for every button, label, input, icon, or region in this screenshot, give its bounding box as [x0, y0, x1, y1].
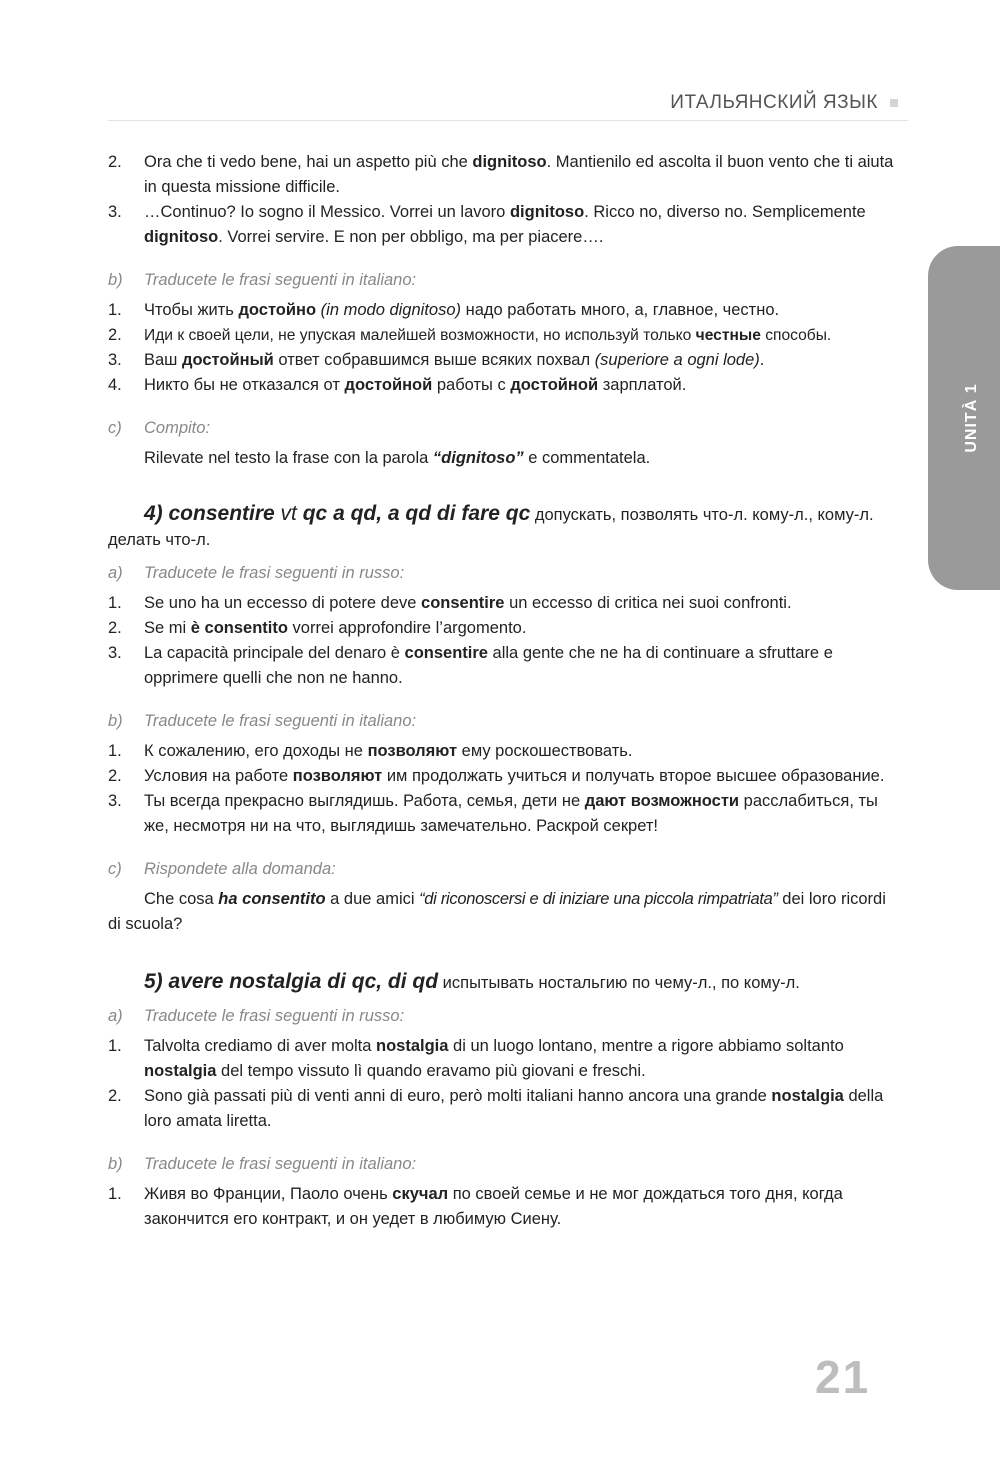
- item-text: Условия на работе: [144, 767, 293, 785]
- list-item: [108, 348, 898, 373]
- item-text: alla gente che ne ha di continuare a sfruttare e opprimere quelli che non ne hanno.: [144, 644, 833, 687]
- item-text: Живя во Франции, Паоло очень: [144, 1185, 393, 1203]
- keyword: достойный: [182, 351, 274, 369]
- item-text: Ваш: [144, 351, 183, 369]
- list-item: [108, 764, 898, 789]
- item-number: 3.: [108, 203, 122, 221]
- keyword: dignitoso: [472, 153, 547, 171]
- list-item: [108, 298, 898, 323]
- item-text: способы.: [760, 327, 832, 344]
- list-item: [108, 323, 898, 348]
- header-title: ИТАЛЬЯНСКИЙ ЯЗЫК: [670, 92, 878, 113]
- item-text: Se mi: [144, 619, 191, 637]
- exercise-letter: b): [108, 712, 123, 730]
- item-text: работы с: [432, 376, 511, 394]
- item-text: К сожалению, его доходы не: [144, 742, 368, 760]
- exercise-letter: c): [108, 860, 122, 878]
- item-text: им продолжать учиться и получать второе высшее образование.: [382, 767, 885, 785]
- item-text: . Ricco no, diverso no. Semplicemente: [584, 203, 866, 221]
- exercise-letter: a): [108, 1007, 123, 1025]
- side-tab-label: UNITÀ 1: [963, 383, 980, 453]
- page-content: [108, 150, 898, 1232]
- item-text: расслабиться, ты же, несмотря ни на что, выглядишь замечательно. Раскрой секрет!: [144, 792, 878, 835]
- item-number: 1.: [108, 301, 122, 319]
- keyword: nostalgia: [376, 1037, 449, 1055]
- keyword: dignitoso: [144, 228, 219, 246]
- list-item: [108, 1034, 898, 1084]
- quote: “di riconoscersi e di iniziare una piccola rimpatriata”: [419, 890, 778, 908]
- exercise-letter: b): [108, 271, 123, 289]
- keyword: достойно: [238, 301, 317, 319]
- item-text: Ora che ti vedo bene, hai un aspetto più che: [144, 153, 473, 171]
- exercise-heading: [108, 268, 898, 293]
- list-item: [108, 789, 898, 839]
- task-text-part: e commentatela.: [523, 449, 651, 467]
- exercise-heading: [108, 416, 898, 441]
- keyword: позволяют: [292, 767, 383, 785]
- section-translation: испытывать ностальгию по чему-л., по кому-л.: [438, 974, 800, 992]
- item-text: зарплатой.: [598, 376, 687, 394]
- exercise-heading: [108, 561, 898, 586]
- item-text: del tempo vissuto lì quando eravamo più giovani e freschi.: [216, 1062, 646, 1080]
- item-number: 3.: [108, 792, 122, 810]
- section-title: 4) consentire: [144, 502, 275, 525]
- keyword: nostalgia: [144, 1062, 217, 1080]
- item-number: 2.: [108, 153, 122, 171]
- exercise-heading: [108, 857, 898, 882]
- keyword: скучал: [392, 1185, 449, 1203]
- keyword: достойной: [344, 376, 433, 394]
- item-text: надо работать много, а, главное, честно.: [461, 301, 780, 319]
- keyword: è consentito: [190, 619, 288, 637]
- item-number: 2.: [108, 326, 122, 344]
- section-translation: допускать, позволять что-л. кому-л., кому-л. делать что-л.: [108, 506, 874, 549]
- item-text: Se uno ha un eccesso di potere deve: [144, 594, 422, 612]
- keyword: честные: [695, 327, 761, 344]
- task-text: [108, 887, 898, 937]
- list-item: [108, 616, 898, 641]
- exercise-heading: [108, 1152, 898, 1177]
- running-header: [108, 92, 908, 122]
- item-text: Никто бы не отказался от: [144, 376, 345, 394]
- item-text: vorrei approfondire l’argomento.: [287, 619, 527, 637]
- keyword: дают возможности: [584, 792, 740, 810]
- list-item: [108, 1182, 898, 1232]
- item-text: ему роскошествовать.: [457, 742, 633, 760]
- keyword: consentire: [404, 644, 488, 662]
- item-text: .: [759, 351, 765, 369]
- exercise-heading: [108, 709, 898, 734]
- list-item: [108, 1084, 898, 1134]
- list-item: [108, 641, 898, 691]
- item-number: 3.: [108, 351, 122, 369]
- item-number: 2.: [108, 619, 122, 637]
- item-number: 2.: [108, 767, 122, 785]
- exercise-letter: b): [108, 1155, 123, 1173]
- keyword: ha consentito: [218, 890, 326, 908]
- item-text: Talvolta crediamo di aver molta: [144, 1037, 377, 1055]
- list-item: [108, 150, 898, 200]
- exercise-title: Rispondete alla domanda:: [144, 860, 336, 878]
- keyword: позволяют: [367, 742, 458, 760]
- exercise-title: Traducete le frasi seguenti in russo:: [144, 1007, 405, 1025]
- item-number: 4.: [108, 376, 122, 394]
- page-number: 21: [815, 1351, 871, 1403]
- exercise-title: Traducete le frasi seguenti in italiano:: [144, 712, 417, 730]
- keyword: “dignitoso”: [432, 449, 524, 467]
- item-number: 1.: [108, 1037, 122, 1055]
- item-text: . Mantienilo ed ascolta il buon vento che ti aiuta in questa missione difficile.: [144, 153, 894, 196]
- exercise-title: Traducete le frasi seguenti in italiano:: [144, 1155, 417, 1173]
- item-text: La capacità principale del denaro è: [144, 644, 405, 662]
- item-text: della loro amata liretta.: [144, 1087, 884, 1130]
- task-text: [108, 446, 898, 471]
- task-text-part: a due amici: [325, 890, 420, 908]
- list-item: [108, 739, 898, 764]
- item-text: un eccesso di critica nei suoi confronti.: [504, 594, 792, 612]
- item-text: Ты всегда прекрасно выглядишь. Работа, семья, дети не: [144, 792, 585, 810]
- header-rule: [108, 120, 908, 121]
- item-number: 1.: [108, 594, 122, 612]
- list-item: [108, 373, 898, 398]
- exercise-title: Traducete le frasi seguenti in italiano:: [144, 271, 417, 289]
- section-4-heading: [108, 501, 898, 553]
- list-item: [108, 200, 898, 250]
- keyword: достойной: [510, 376, 599, 394]
- gloss: (superiore a ogni lode): [594, 351, 760, 369]
- exercise-title: Traducete le frasi seguenti in russo:: [144, 564, 405, 582]
- item-text: Чтобы жить: [144, 301, 239, 319]
- exercise-letter: c): [108, 419, 122, 437]
- exercise-title: Compito:: [144, 419, 211, 437]
- item-text: Иди к своей цели, не упуская малейшей возможности, но используй только: [144, 327, 696, 344]
- keyword: dignitoso: [509, 203, 585, 221]
- gloss: (in modo dignitoso): [316, 301, 462, 319]
- item-text: . Vorrei servire. E non per obbligo, ma per piacere….: [218, 228, 604, 246]
- item-text: …Continuo? Io sogno il Messico. Vorrei un lavoro: [144, 203, 510, 221]
- task-text-part: Rilevate nel testo la frase con la parola: [144, 449, 433, 467]
- grammar-label: vt: [274, 502, 303, 525]
- list-item: [108, 591, 898, 616]
- item-text: di un luogo lontano, mentre a rigore abbiamo soltanto: [448, 1037, 844, 1055]
- item-number: 3.: [108, 644, 122, 662]
- section-5-heading: [108, 969, 898, 996]
- exercise-letter: a): [108, 564, 123, 582]
- keyword: consentire: [421, 594, 505, 612]
- item-number: 1.: [108, 742, 122, 760]
- section-title: 5) avere nostalgia di qc, di qd: [144, 970, 439, 993]
- item-number: 1.: [108, 1185, 122, 1203]
- header-square-marker: [890, 99, 898, 107]
- section-forms: qc a qd, a qd di fare qc: [302, 502, 531, 525]
- keyword: nostalgia: [771, 1087, 844, 1105]
- task-text-part: Che cosa: [144, 890, 219, 908]
- exercise-heading: [108, 1004, 898, 1029]
- task-text-part: dei loro ricordi di scuola?: [108, 890, 886, 933]
- item-text: Sono già passati più di venti anni di euro, però molti italiani hanno ancora una grande: [144, 1087, 772, 1105]
- item-text: по своей семье и не мог дождаться того дня, когда закончится его контракт, и он уедет в любимую Сиену.: [144, 1185, 843, 1228]
- item-number: 2.: [108, 1087, 122, 1105]
- item-text: ответ собравшимся выше всяких похвал: [273, 351, 595, 369]
